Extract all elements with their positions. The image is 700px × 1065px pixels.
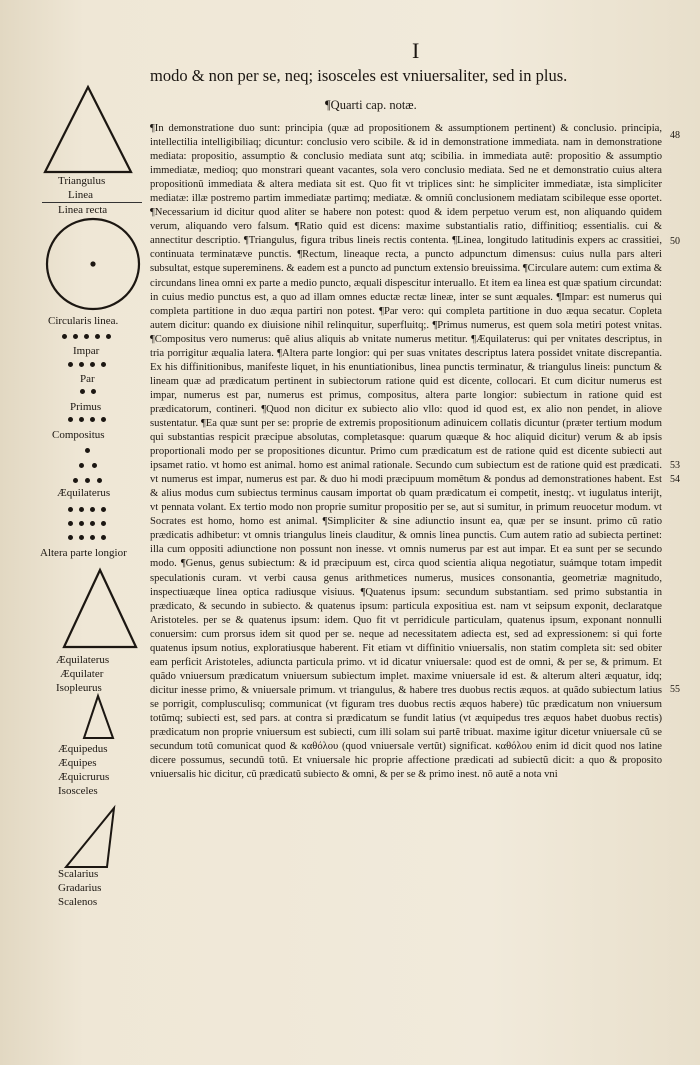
scalene-triangle-figure: [62, 805, 122, 875]
par-dots: [68, 362, 118, 372]
compositus-caption: Compositus: [52, 429, 105, 441]
altera-parte-caption: Altera parte longior: [40, 547, 127, 559]
margin-number: 48: [670, 130, 680, 141]
margin-number: 55: [670, 684, 680, 695]
linea-recta-caption: Linea recta: [58, 204, 108, 216]
eq-caption-2: Æquilater: [60, 668, 104, 680]
aequilaterus-num-caption: Æquilaterus: [57, 487, 111, 499]
chapter-heading: ¶Quarti cap. notæ.: [325, 98, 417, 112]
triangle-caption: Triangulus: [58, 175, 106, 187]
primus-caption: Primus: [70, 401, 102, 413]
running-headline: modo & non per se, neq; isosceles est vniuersaliter, sed in plus.: [150, 66, 568, 85]
isos-caption-1: Æquipedus: [58, 743, 108, 755]
isos-caption-4: Isosceles: [58, 785, 98, 797]
triangle-figure: [43, 82, 133, 182]
margin-number: 50: [670, 236, 680, 247]
impar-dots: [62, 334, 122, 344]
body-text: ¶In demonstratione duo sunt: principia (quæ ad propositionem & assumptionem pertinent) & conclusio. principia, intellectilia intelligibiliaq; dicuntur: conclusio vero scibile. & id in demonstratione immediata. nam in demonstratione mediata: propositio, assumptio & conclusio mediata sunt atq; scibilia. in immediata autẽ: propositio & assumptio immediatæ, medioq; quo monstrari queant vacantes, sola vero conclusio mediata. Sed ne et demonstratio cuius altera propositionũ immediata & altera mediata sit est. Quo fit vt triplices sint: he simpliciter immediatæ, ista simpliciter mediatæ: illæ postremo partim immediatæ partimq; mediatæ. & omniũ conclusionem mediatam scibileque esse oportet. ¶Necessarium id dicitur quod aliter se habere non potest: quod & idem perpetuo verum est, non aliquando quidem verum, aliquando vero falsum. ¶Ratio quid est dicens: maxime substantialis ratio, diffinitioq; essentialis. cui & annectitur descriptio. ¶Triangulus, figura tribus lineis rectis contenta. ¶Linea, longitudo latitudinis expers ac crassitiei, continuata terminatæve punctis. ¶Rectum, lineaque recta, a puncto adpunctum dimensus: cuius nulla pars alteri subsultat, estque supereminens. & eadem est a puncto ad punctum extensio breuissima. ¶Circulare autem: cum extima & circundans linea omni ex parte a medio puncto, æquali dispescitur interuallo. Et item ea linea est quæ spatium circundat: in cuius medio punctus est, a quo ad illam omnes eductæ rectæ lineæ, inter se sunt æquales. ¶Impar: est numerus qui completa partitione in duo æqua partiri non potest. ¶Par vero: qui completa partitione in duo æqua secatur. Copleta autem dicitur: quando ex diuisione nihil relinquitur, superfluitq;. ¶Primus numerus, est quem sola metiri potest vnitas. ¶Compositus vero numerus: quẽ alius aliquis ab vnitate numerus metitur. ¶Æquilaterus: qui per vnitates descriptus, in tria porrigitur æqualia latera. ¶Altera parte longior: qui per suas vnitates descriptus latera possidet vnitate discrepantia. Ex his diffinitionibus, manifeste liquet, in his enuntiationibus, linea punctis terminatur, & triangulus lineis: punctum & lineam quæ ad prædicatum pertinent in subiectorum ratione quid est dicente, collocari. Et cum dicitur numerus est impar, numerus est par, numerus est primus, compositus, altera parte longior: subiectum in ratione quid est prædicatorum, contineri. ¶Quod non dicitur ex subiecto alio vllo: quod id quod est, ex alio non pendet, in aliove sustentatur. ¶Ea quæ sunt per se: proprie de extremis propositionum adinuicem collatis dicuntur (præter tertium modum qui substantias respicit præcipue absolutas, completasque: quarum quæque & hoc aliquid dicitur) verum & ab ipsis proportionali modo per se propositiones dicuntur. Primo cum prædicatum est de ratione quid est dicente subiecti aut ipsamet ratio. vt homo est animal. homo est animal rationale. Secundo cum subiectum est de ratione quid est prædicati. vt numerus est impar, numerus est par. & duo hi modi præcipuum momẽtum & pondus ad demonstrationes habent. Est & alius modus cum subiectus terminus causam importat ob quam prædicatum ei competit, inestq;. vt iugulatus interijt, vt pennata volant. Ex tertio modo non proprie sumitur propositio per se, aut si sumitur, in primum reuocetur modum. vt Socrates est homo, homo est animal. ¶Simpliciter & sine adiunctio insunt ea, quæ per se insunt. primo cũ ratio prædicatis adhibetur: vt omnis triangulus lineis clauditur, & omnis linea punctis. Cum autem ratio ad subiecta pertinet: illa cum oppositi adiunctione non possunt non inesse. vt omnis numerus par est aut impar. Et ea sunt per se secundo modo. ¶Genus, genus subiectum: & id præcipuum est, circa quod scientia aliqua negotiatur, suámque totam impedit speculationis curam. vt verbi causa genus arithmetices numerus, musices consonantia, geometriæ magnitudo, inspectiuæque linea optica radiusque visiuus. ¶Quatenus ipsum: secundum substantiam. sed primo substantia in prædicato, & secundo in subiecto. & quatenus ipsum: particula expositiua est. nam vt seipsum exponit, declaratque Aristoteles. per se & quatenus ipsum: idem. Quo fit vt perridicule particulam, quatenus ipsum, exponant nonnulli conuersim: cum prorsus idem sit quod per se. neque ad necessitatem adiecta est, sed ad expressionem: si qui forte quatenus ipsum notius, exploratiusque haberent. Fit etiam vt diffinitio vniuersalis, non statim completa sit: sed obiter eam perficit Aristoteles, adiuncta particula primo. vt id dicatur vniuersale: quod est de omni, & per se, & primum. Et quãdo vniuersum prædicatum vniuersum subiectum implet. maxime vniuersale id est. & alterum alteri æquatur, idq; dicitur inesse primo, & vniuersale primum. vt triangulus, & habere tres duobus rectis æquos. at quãdo subiectum latius se porrigit, complusculisq; communicat (vt figuram tres duobus rectis æquos habere) tũc prædicatum non vniuersum totũmq; subiecti est, sed pars. at contra si prædicatum se fundit latius (vt æquipedus tres æquos habet duobus rectis) prædicatum non proprie vniuersum est subiecti, cum illi solam sui partẽ tribuat. maxime igitur dicetur vniuersale cũ se secundum totũ comunicat quod & καθόλου (quod vniuersale vertũt) significat. καθόλου enim id dicit quod nos latine dicere possumus, secundũ totũ. Et vniuersale hic proprie affectione prædicati ad subiectũ dicit: a quo & proposito vniuersalis hic dicitur, cũ prædicatũ subiecto & omni, & per se & primo inest. nõ autẽ a nota vni: [150, 123, 662, 781]
altera-parte-dots: [68, 507, 118, 547]
isosceles-triangle-figure: [80, 693, 120, 743]
margin-number: 53: [670, 460, 680, 471]
page-number: I: [412, 38, 420, 63]
circle-caption: Circularis linea.: [48, 315, 119, 327]
par-caption: Par: [80, 373, 95, 385]
aequilaterus-dots: [76, 448, 116, 488]
impar-caption: Impar: [73, 345, 100, 357]
margin-number: 54: [670, 474, 680, 485]
equilateral-triangle-figure: [58, 567, 138, 652]
compositus-dots: [68, 417, 118, 427]
primus-dots: [80, 389, 110, 399]
scalene-caption-2: Gradarius: [58, 882, 102, 894]
circle-figure: [38, 215, 148, 315]
scalene-caption-3: Scalenos: [58, 896, 98, 908]
eq-caption-3: Isopleurus: [56, 682, 102, 694]
isos-caption-2: Æquipes: [58, 757, 97, 769]
isos-caption-3: Æquicrurus: [58, 771, 110, 783]
eq-caption-1: Æquilaterus: [56, 654, 110, 666]
figure-rule: [42, 202, 142, 203]
scalene-caption-1: Scalarius: [58, 868, 99, 880]
linea-caption: Linea: [68, 189, 94, 201]
